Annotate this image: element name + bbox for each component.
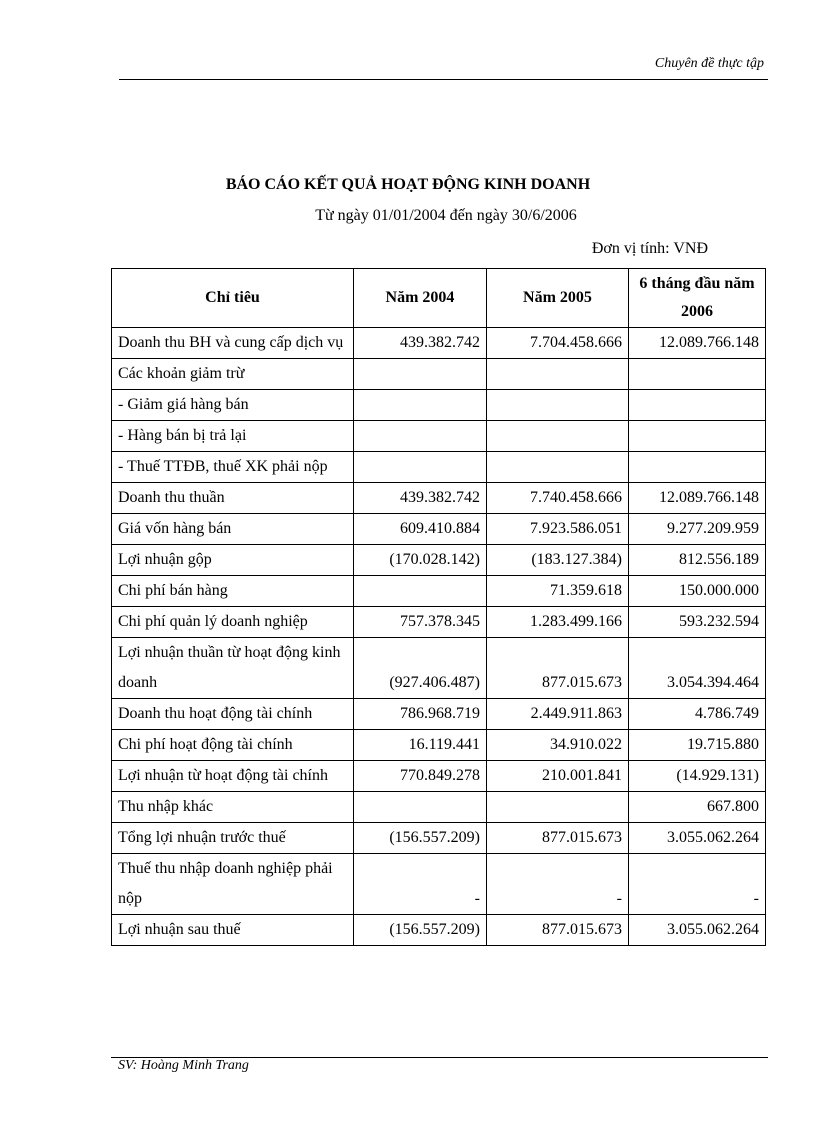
column-header-indicator: Chỉ tiêu	[112, 269, 354, 328]
value-2005: 71.359.618	[487, 576, 629, 607]
row-label: Tổng lợi nhuận trước thuế	[112, 823, 354, 854]
value-h1-2006: 4.786.749	[629, 699, 766, 730]
value-h1-2006: 12.089.766.148	[629, 483, 766, 514]
table-row	[112, 545, 766, 576]
value-2004: (927.406.487)	[354, 638, 487, 699]
value-2005	[487, 359, 629, 390]
value-h1-2006: (14.929.131)	[629, 761, 766, 792]
value-h1-2006: 812.556.189	[629, 545, 766, 576]
row-label: Lợi nhuận gộp	[112, 545, 354, 576]
value-2005: 877.015.673	[487, 823, 629, 854]
table-row	[112, 328, 766, 359]
value-2005: 7.923.586.051	[487, 514, 629, 545]
value-2005: 877.015.673	[487, 638, 629, 699]
row-label: Doanh thu hoạt động tài chính	[112, 699, 354, 730]
value-2004: 757.378.345	[354, 607, 487, 638]
value-h1-2006	[629, 421, 766, 452]
table-row	[112, 359, 766, 390]
report-period: Từ ngày 01/01/2004 đến ngày 30/6/2006	[315, 207, 577, 224]
row-label: Chi phí bán hàng	[112, 576, 354, 607]
table-row	[112, 823, 766, 854]
row-label: Giá vốn hàng bán	[112, 514, 354, 545]
value-2004	[354, 792, 487, 823]
value-2004: 609.410.884	[354, 514, 487, 545]
row-label: - Hàng bán bị trả lại	[112, 421, 354, 452]
value-2004: 439.382.742	[354, 328, 487, 359]
table-row	[112, 514, 766, 545]
report-title: BÁO CÁO KẾT QUẢ HOẠT ĐỘNG KINH DOANH	[225, 176, 591, 193]
value-2005: 7.704.458.666	[487, 328, 629, 359]
value-h1-2006	[629, 359, 766, 390]
value-2004: 439.382.742	[354, 483, 487, 514]
value-2005: 7.740.458.666	[487, 483, 629, 514]
column-header-2004: Năm 2004	[354, 269, 487, 328]
value-2005	[487, 792, 629, 823]
row-label: Doanh thu BH và cung cấp dịch vụ	[112, 328, 354, 359]
header-divider	[119, 79, 768, 80]
page-footer-author: SV: Hoàng Minh Trang	[118, 1058, 249, 1073]
value-2005	[487, 390, 629, 421]
column-header-2005: Năm 2005	[487, 269, 629, 328]
table-row	[112, 730, 766, 761]
page-header-title: Chuyên đề thực tập	[654, 56, 764, 71]
row-label: Các khoản giảm trừ	[112, 359, 354, 390]
column-header-h1-2006: 6 tháng đầu năm 2006	[629, 269, 766, 328]
row-label: Lợi nhuận sau thuế	[112, 915, 354, 946]
row-label: Chi phí quản lý doanh nghiệp	[112, 607, 354, 638]
table-row	[112, 638, 766, 699]
value-2005: 1.283.499.166	[487, 607, 629, 638]
value-h1-2006: 9.277.209.959	[629, 514, 766, 545]
value-2004	[354, 576, 487, 607]
table-row	[112, 421, 766, 452]
value-2005: 34.910.022	[487, 730, 629, 761]
value-h1-2006: 12.089.766.148	[629, 328, 766, 359]
value-h1-2006: 150.000.000	[629, 576, 766, 607]
table-header-row	[112, 269, 766, 328]
value-h1-2006: 3.055.062.264	[629, 823, 766, 854]
value-2005	[487, 421, 629, 452]
value-2004	[354, 390, 487, 421]
value-h1-2006: -	[629, 854, 766, 915]
table-row	[112, 576, 766, 607]
row-label: Thuế thu nhập doanh nghiệp phải nộp	[112, 854, 354, 915]
table-row	[112, 915, 766, 946]
table-row	[112, 854, 766, 915]
row-label: - Thuế TTĐB, thuế XK phải nộp	[112, 452, 354, 483]
income-statement-table	[111, 268, 766, 946]
value-2005: 2.449.911.863	[487, 699, 629, 730]
value-2004: 786.968.719	[354, 699, 487, 730]
value-h1-2006: 19.715.880	[629, 730, 766, 761]
value-2004	[354, 452, 487, 483]
value-2004: 16.119.441	[354, 730, 487, 761]
value-2005	[487, 452, 629, 483]
table-row	[112, 699, 766, 730]
value-2004: -	[354, 854, 487, 915]
table-row	[112, 483, 766, 514]
row-label: Doanh thu thuần	[112, 483, 354, 514]
row-label: Lợi nhuận từ hoạt động tài chính	[112, 761, 354, 792]
row-label: - Giảm giá hàng bán	[112, 390, 354, 421]
value-2004: (156.557.209)	[354, 915, 487, 946]
value-2005: (183.127.384)	[487, 545, 629, 576]
value-2004	[354, 359, 487, 390]
value-2005: -	[487, 854, 629, 915]
table-row	[112, 607, 766, 638]
table-row	[112, 390, 766, 421]
value-2004: (156.557.209)	[354, 823, 487, 854]
value-2005: 877.015.673	[487, 915, 629, 946]
row-label: Thu nhập khác	[112, 792, 354, 823]
row-label: Lợi nhuận thuần từ hoạt động kinh doanh	[112, 638, 354, 699]
table-row	[112, 761, 766, 792]
value-h1-2006: 3.055.062.264	[629, 915, 766, 946]
value-2004	[354, 421, 487, 452]
value-2005: 210.001.841	[487, 761, 629, 792]
table-row	[112, 452, 766, 483]
value-h1-2006	[629, 390, 766, 421]
table-row	[112, 792, 766, 823]
value-h1-2006: 593.232.594	[629, 607, 766, 638]
value-2004: 770.849.278	[354, 761, 487, 792]
value-2004: (170.028.142)	[354, 545, 487, 576]
value-h1-2006: 667.800	[629, 792, 766, 823]
row-label: Chi phí hoạt động tài chính	[112, 730, 354, 761]
value-h1-2006	[629, 452, 766, 483]
currency-unit: Đơn vị tính: VNĐ	[591, 240, 708, 257]
value-h1-2006: 3.054.394.464	[629, 638, 766, 699]
